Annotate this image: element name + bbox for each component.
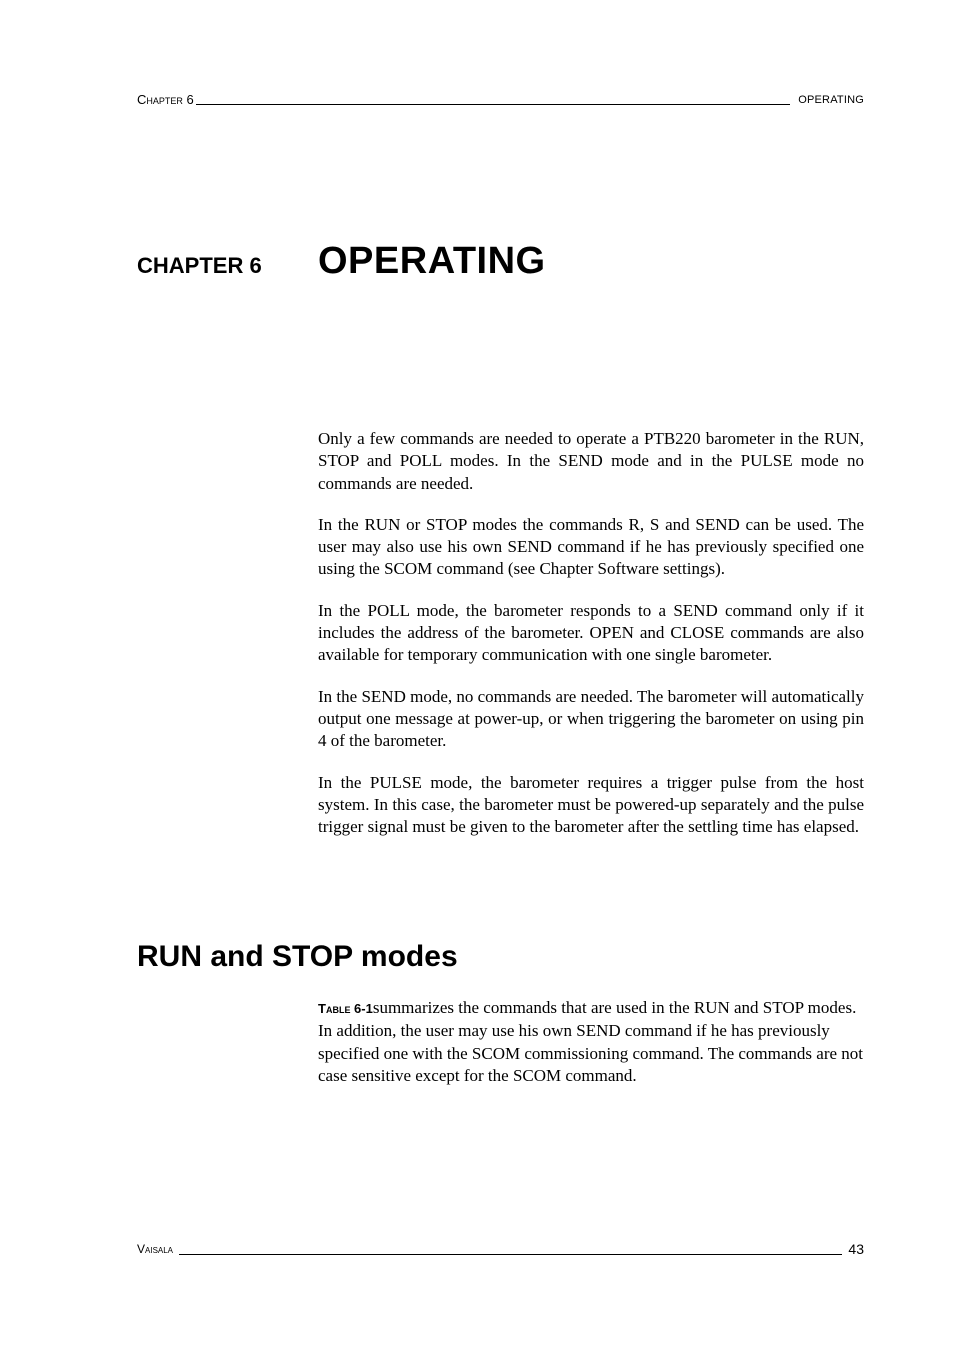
header-rule — [196, 103, 790, 105]
header-chapter: Chapter 6 — [137, 92, 194, 107]
section-paragraph — [318, 997, 864, 1087]
running-header — [137, 92, 864, 108]
section-paragraph-text: summarizes the commands that are used in the RUN and STOP modes. In addition, the user may use his own SEND command if he has previously specified one with the SCOM commissioning command. The commands are not case sensitive except for the SCOM command. — [318, 998, 864, 1085]
intro-text — [318, 428, 864, 857]
footer-rule — [179, 1253, 842, 1255]
chapter-label: CHAPTER 6 — [137, 253, 262, 278]
chapter-title — [137, 240, 546, 283]
chapter-name: OPERATING — [318, 240, 546, 282]
page-number: 43 — [848, 1241, 864, 1257]
header-section: OPERATING — [798, 94, 864, 106]
table-reference-link[interactable]: Table 6-1 — [318, 1001, 373, 1016]
intro-paragraph: In the PULSE mode, the barometer requires a trigger pulse from the host system. In this case, the barometer must be powered-up separately and the pulse trigger signal must be given to the barometer after the settling time has elapsed. — [318, 772, 864, 837]
intro-paragraph: In the POLL mode, the barometer responds to a SEND command only if it includes the address of the barometer. OPEN and CLOSE commands are also available for temporary communication with one single barometer. — [318, 600, 864, 665]
intro-paragraph: In the RUN or STOP modes the commands R, S and SEND can be used. The user may also use his own SEND command if he has previously specified one using the SCOM command (see Chapter Software settings). — [318, 514, 864, 579]
section-text — [318, 997, 864, 1106]
section-heading: RUN and STOP modes — [137, 940, 458, 973]
intro-paragraph: Only a few commands are needed to operate a PTB220 barometer in the RUN, STOP and POLL modes. In the SEND mode and in the PULSE mode no commands are needed. — [318, 429, 864, 493]
footer-company: Vaisala — [137, 1242, 174, 1256]
intro-paragraph: In the SEND mode, no commands are needed. The barometer will automatically output one message at power-up, or when triggering the barometer on using pin 4 of the barometer. — [318, 686, 864, 751]
running-footer — [137, 1240, 864, 1258]
